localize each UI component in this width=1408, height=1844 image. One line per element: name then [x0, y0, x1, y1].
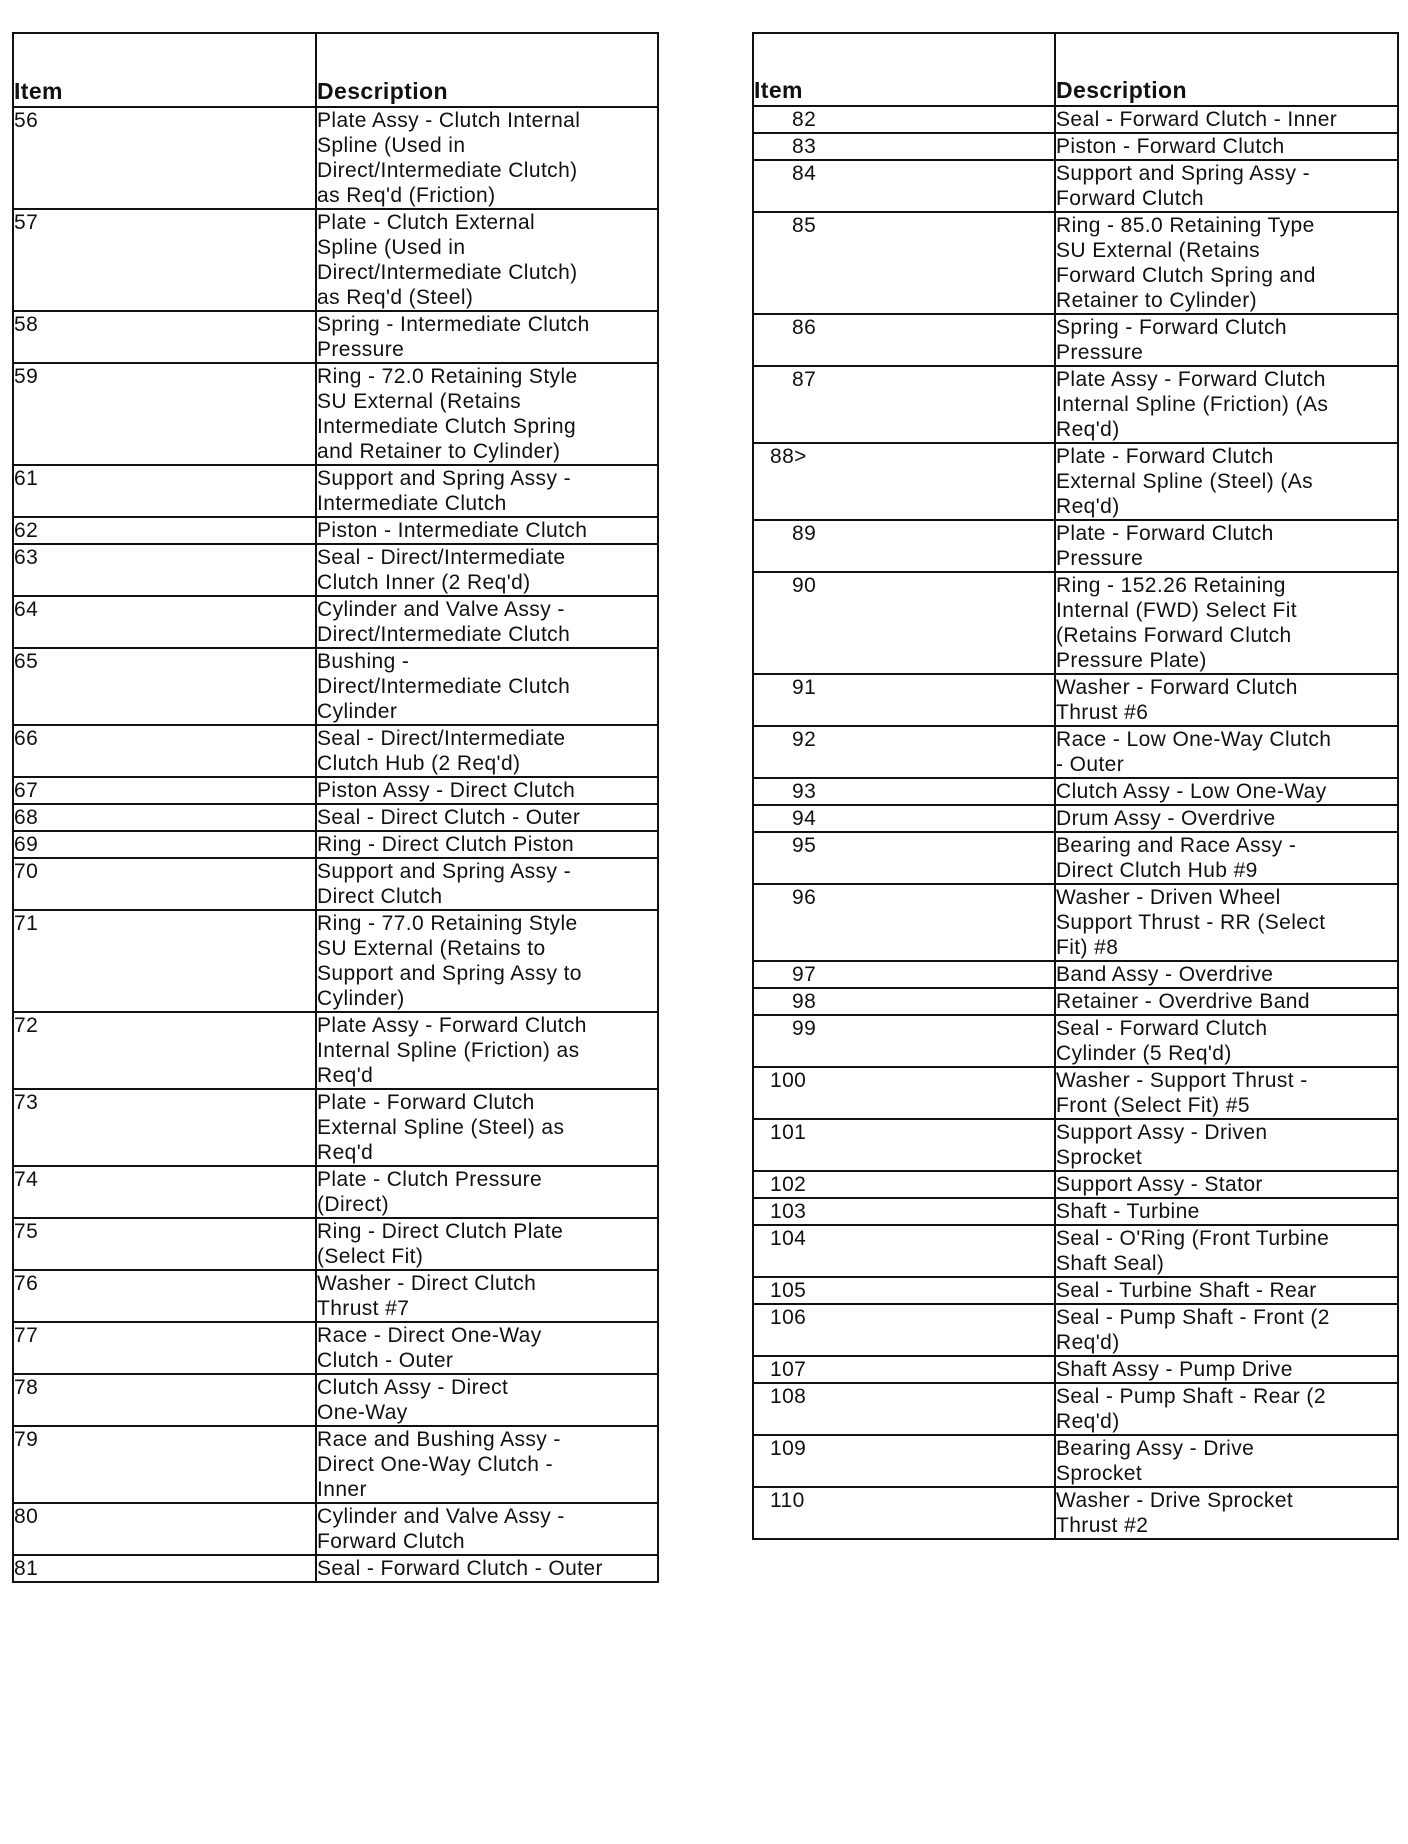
- item-description: Shaft - Turbine: [1055, 1198, 1398, 1225]
- item-number: 59: [13, 363, 316, 465]
- item-description: Support Assy - Stator: [1055, 1171, 1398, 1198]
- table-row: [753, 778, 1398, 805]
- table-row: [13, 1218, 658, 1270]
- item-description: Washer - Drive Sprocket Thrust #2: [1055, 1487, 1398, 1539]
- item-description: Plate - Forward Clutch External Spline (Steel) (As Req'd): [1055, 443, 1398, 520]
- table-row: [13, 596, 658, 648]
- item-description: Band Assy - Overdrive: [1055, 961, 1398, 988]
- item-description: Bearing and Race Assy - Direct Clutch Hub #9: [1055, 832, 1398, 884]
- item-number: 56: [13, 107, 316, 209]
- table-row: [753, 674, 1398, 726]
- item-number: 82: [753, 106, 1055, 133]
- table-row: [13, 311, 658, 363]
- description-column-header: Description: [1055, 33, 1398, 106]
- item-description: Seal - Direct/Intermediate Clutch Inner (2 Req'd): [316, 544, 658, 596]
- table-row: [753, 832, 1398, 884]
- item-description: Ring - Direct Clutch Plate (Select Fit): [316, 1218, 658, 1270]
- item-number: 69: [13, 831, 316, 858]
- header-row: [13, 33, 658, 107]
- item-number: 72: [13, 1012, 316, 1089]
- table-row: [13, 209, 658, 311]
- item-description: Plate Assy - Forward Clutch Internal Spline (Friction) (As Req'd): [1055, 366, 1398, 443]
- table-row: [753, 1171, 1398, 1198]
- item-number: 81: [13, 1555, 316, 1582]
- table-row: [13, 804, 658, 831]
- item-description: Seal - Pump Shaft - Front (2 Req'd): [1055, 1304, 1398, 1356]
- item-number: 57: [13, 209, 316, 311]
- item-description: Plate - Clutch Pressure (Direct): [316, 1166, 658, 1218]
- table-row: [13, 363, 658, 465]
- item-number: 74: [13, 1166, 316, 1218]
- item-description: Spring - Forward Clutch Pressure: [1055, 314, 1398, 366]
- item-number: 79: [13, 1426, 316, 1503]
- item-column-header: Item: [13, 33, 316, 107]
- item-description: Washer - Forward Clutch Thrust #6: [1055, 674, 1398, 726]
- item-number: 76: [13, 1270, 316, 1322]
- table-row: [13, 544, 658, 596]
- table-row: [753, 884, 1398, 961]
- item-description: Washer - Direct Clutch Thrust #7: [316, 1270, 658, 1322]
- item-description: Piston - Intermediate Clutch: [316, 517, 658, 544]
- table-row: [753, 1015, 1398, 1067]
- item-description: Support and Spring Assy - Intermediate Clutch: [316, 465, 658, 517]
- table-row: [753, 106, 1398, 133]
- table-row: [13, 725, 658, 777]
- table-row: [753, 366, 1398, 443]
- item-number: 107: [753, 1356, 1055, 1383]
- item-number: 101: [753, 1119, 1055, 1171]
- item-description: Bushing - Direct/Intermediate Clutch Cylinder: [316, 648, 658, 725]
- item-description: Drum Assy - Overdrive: [1055, 805, 1398, 832]
- item-description: Support and Spring Assy - Direct Clutch: [316, 858, 658, 910]
- item-number: 84: [753, 160, 1055, 212]
- table-row: [13, 858, 658, 910]
- table-row: [13, 517, 658, 544]
- item-number: 91: [753, 674, 1055, 726]
- item-description: Washer - Support Thrust - Front (Select Fit) #5: [1055, 1067, 1398, 1119]
- item-description: Shaft Assy - Pump Drive: [1055, 1356, 1398, 1383]
- item-number: 73: [13, 1089, 316, 1166]
- table-row: [753, 726, 1398, 778]
- table-row: [13, 831, 658, 858]
- table-row: [13, 465, 658, 517]
- item-number: 61: [13, 465, 316, 517]
- item-description: Plate Assy - Forward Clutch Internal Spline (Friction) as Req'd: [316, 1012, 658, 1089]
- item-number: 80: [13, 1503, 316, 1555]
- item-number: 95: [753, 832, 1055, 884]
- table-row: [753, 443, 1398, 520]
- item-number: 67: [13, 777, 316, 804]
- item-number: 93: [753, 778, 1055, 805]
- item-description: Seal - Direct/Intermediate Clutch Hub (2 Req'd): [316, 725, 658, 777]
- item-number: 77: [13, 1322, 316, 1374]
- parts-rows: [13, 107, 658, 1582]
- item-description: Clutch Assy - Low One-Way: [1055, 778, 1398, 805]
- item-number: 96: [753, 884, 1055, 961]
- item-description: Seal - O'Ring (Front Turbine Shaft Seal): [1055, 1225, 1398, 1277]
- item-description: Ring - Direct Clutch Piston: [316, 831, 658, 858]
- item-number: 87: [753, 366, 1055, 443]
- item-number: 71: [13, 910, 316, 1012]
- item-number: 75: [13, 1218, 316, 1270]
- item-description: Seal - Turbine Shaft - Rear: [1055, 1277, 1398, 1304]
- item-number: 68: [13, 804, 316, 831]
- item-description: Seal - Pump Shaft - Rear (2 Req'd): [1055, 1383, 1398, 1435]
- header-row: [753, 33, 1398, 106]
- item-description: Race - Low One-Way Clutch - Outer: [1055, 726, 1398, 778]
- item-number: 62: [13, 517, 316, 544]
- item-description: Seal - Forward Clutch Cylinder (5 Req'd): [1055, 1015, 1398, 1067]
- table-row: [753, 314, 1398, 366]
- table-row: [753, 520, 1398, 572]
- table-row: [753, 212, 1398, 314]
- item-column-header: Item: [753, 33, 1055, 106]
- table-row: [753, 1198, 1398, 1225]
- table-row: [13, 1166, 658, 1218]
- item-number: 66: [13, 725, 316, 777]
- item-number: 106: [753, 1304, 1055, 1356]
- table-row: [13, 1322, 658, 1374]
- item-number: 94: [753, 805, 1055, 832]
- item-description: Plate - Clutch External Spline (Used in Direct/Intermediate Clutch) as Req'd (Steel): [316, 209, 658, 311]
- item-number: 108: [753, 1383, 1055, 1435]
- table-row: [753, 988, 1398, 1015]
- table-row: [13, 910, 658, 1012]
- item-description: Support Assy - Driven Sprocket: [1055, 1119, 1398, 1171]
- item-description: Seal - Forward Clutch - Inner: [1055, 106, 1398, 133]
- item-number: 104: [753, 1225, 1055, 1277]
- parts-rows: [753, 106, 1398, 1539]
- table-row: [13, 1503, 658, 1555]
- item-number: 90: [753, 572, 1055, 674]
- item-number: 89: [753, 520, 1055, 572]
- table-row: [753, 160, 1398, 212]
- parts-table-left: [12, 32, 659, 1583]
- item-description: Cylinder and Valve Assy - Direct/Intermediate Clutch: [316, 596, 658, 648]
- table-row: [753, 1356, 1398, 1383]
- item-number: 92: [753, 726, 1055, 778]
- item-number: 102: [753, 1171, 1055, 1198]
- item-number: 85: [753, 212, 1055, 314]
- item-number: 99: [753, 1015, 1055, 1067]
- table-row: [753, 1383, 1398, 1435]
- table-row: [13, 1270, 658, 1322]
- table-row: [753, 572, 1398, 674]
- table-row: [13, 777, 658, 804]
- item-description: Plate - Forward Clutch Pressure: [1055, 520, 1398, 572]
- item-description: Ring - 152.26 Retaining Internal (FWD) Select Fit (Retains Forward Clutch Pressure Plate): [1055, 572, 1398, 674]
- item-number: 105: [753, 1277, 1055, 1304]
- table-row: [753, 1487, 1398, 1539]
- item-description: Clutch Assy - Direct One-Way: [316, 1374, 658, 1426]
- table-row: [13, 648, 658, 725]
- item-description: Cylinder and Valve Assy - Forward Clutch: [316, 1503, 658, 1555]
- item-description: Piston Assy - Direct Clutch: [316, 777, 658, 804]
- table-row: [13, 1426, 658, 1503]
- item-description: Retainer - Overdrive Band: [1055, 988, 1398, 1015]
- item-description: Race - Direct One-Way Clutch - Outer: [316, 1322, 658, 1374]
- item-number: 97: [753, 961, 1055, 988]
- table-row: [13, 1555, 658, 1582]
- item-description: Bearing Assy - Drive Sprocket: [1055, 1435, 1398, 1487]
- item-number: 86: [753, 314, 1055, 366]
- item-number: 58: [13, 311, 316, 363]
- item-number: 78: [13, 1374, 316, 1426]
- parts-table-right: [752, 32, 1399, 1540]
- item-number: 100: [753, 1067, 1055, 1119]
- table-row: [13, 107, 658, 209]
- table-row: [753, 1304, 1398, 1356]
- item-description: Spring - Intermediate Clutch Pressure: [316, 311, 658, 363]
- table-row: [753, 805, 1398, 832]
- description-column-header: Description: [316, 33, 658, 107]
- item-number: 98: [753, 988, 1055, 1015]
- item-description: Ring - 85.0 Retaining Type SU External (Retains Forward Clutch Spring and Retainer to Cylinder): [1055, 212, 1398, 314]
- item-number: 88>: [753, 443, 1055, 520]
- item-description: Race and Bushing Assy - Direct One-Way Clutch - Inner: [316, 1426, 658, 1503]
- item-description: Plate - Forward Clutch External Spline (Steel) as Req'd: [316, 1089, 658, 1166]
- item-number: 110: [753, 1487, 1055, 1539]
- item-description: Plate Assy - Clutch Internal Spline (Used in Direct/Intermediate Clutch) as Req'd (Friction): [316, 107, 658, 209]
- table-row: [753, 1435, 1398, 1487]
- item-number: 109: [753, 1435, 1055, 1487]
- table-row: [753, 1119, 1398, 1171]
- item-number: 63: [13, 544, 316, 596]
- item-number: 103: [753, 1198, 1055, 1225]
- table-row: [753, 1277, 1398, 1304]
- item-description: Washer - Driven Wheel Support Thrust - RR (Select Fit) #8: [1055, 884, 1398, 961]
- item-number: 64: [13, 596, 316, 648]
- table-row: [13, 1374, 658, 1426]
- item-description: Support and Spring Assy - Forward Clutch: [1055, 160, 1398, 212]
- item-description: Ring - 72.0 Retaining Style SU External (Retains Intermediate Clutch Spring and Retainer to Cylinder): [316, 363, 658, 465]
- table-row: [753, 1225, 1398, 1277]
- item-number: 65: [13, 648, 316, 725]
- table-row: [753, 133, 1398, 160]
- item-number: 70: [13, 858, 316, 910]
- item-description: Piston - Forward Clutch: [1055, 133, 1398, 160]
- table-row: [13, 1012, 658, 1089]
- table-row: [13, 1089, 658, 1166]
- item-description: Seal - Direct Clutch - Outer: [316, 804, 658, 831]
- table-row: [753, 1067, 1398, 1119]
- item-description: Ring - 77.0 Retaining Style SU External (Retains to Support and Spring Assy to Cylinder): [316, 910, 658, 1012]
- item-description: Seal - Forward Clutch - Outer: [316, 1555, 658, 1582]
- item-number: 83: [753, 133, 1055, 160]
- table-row: [753, 961, 1398, 988]
